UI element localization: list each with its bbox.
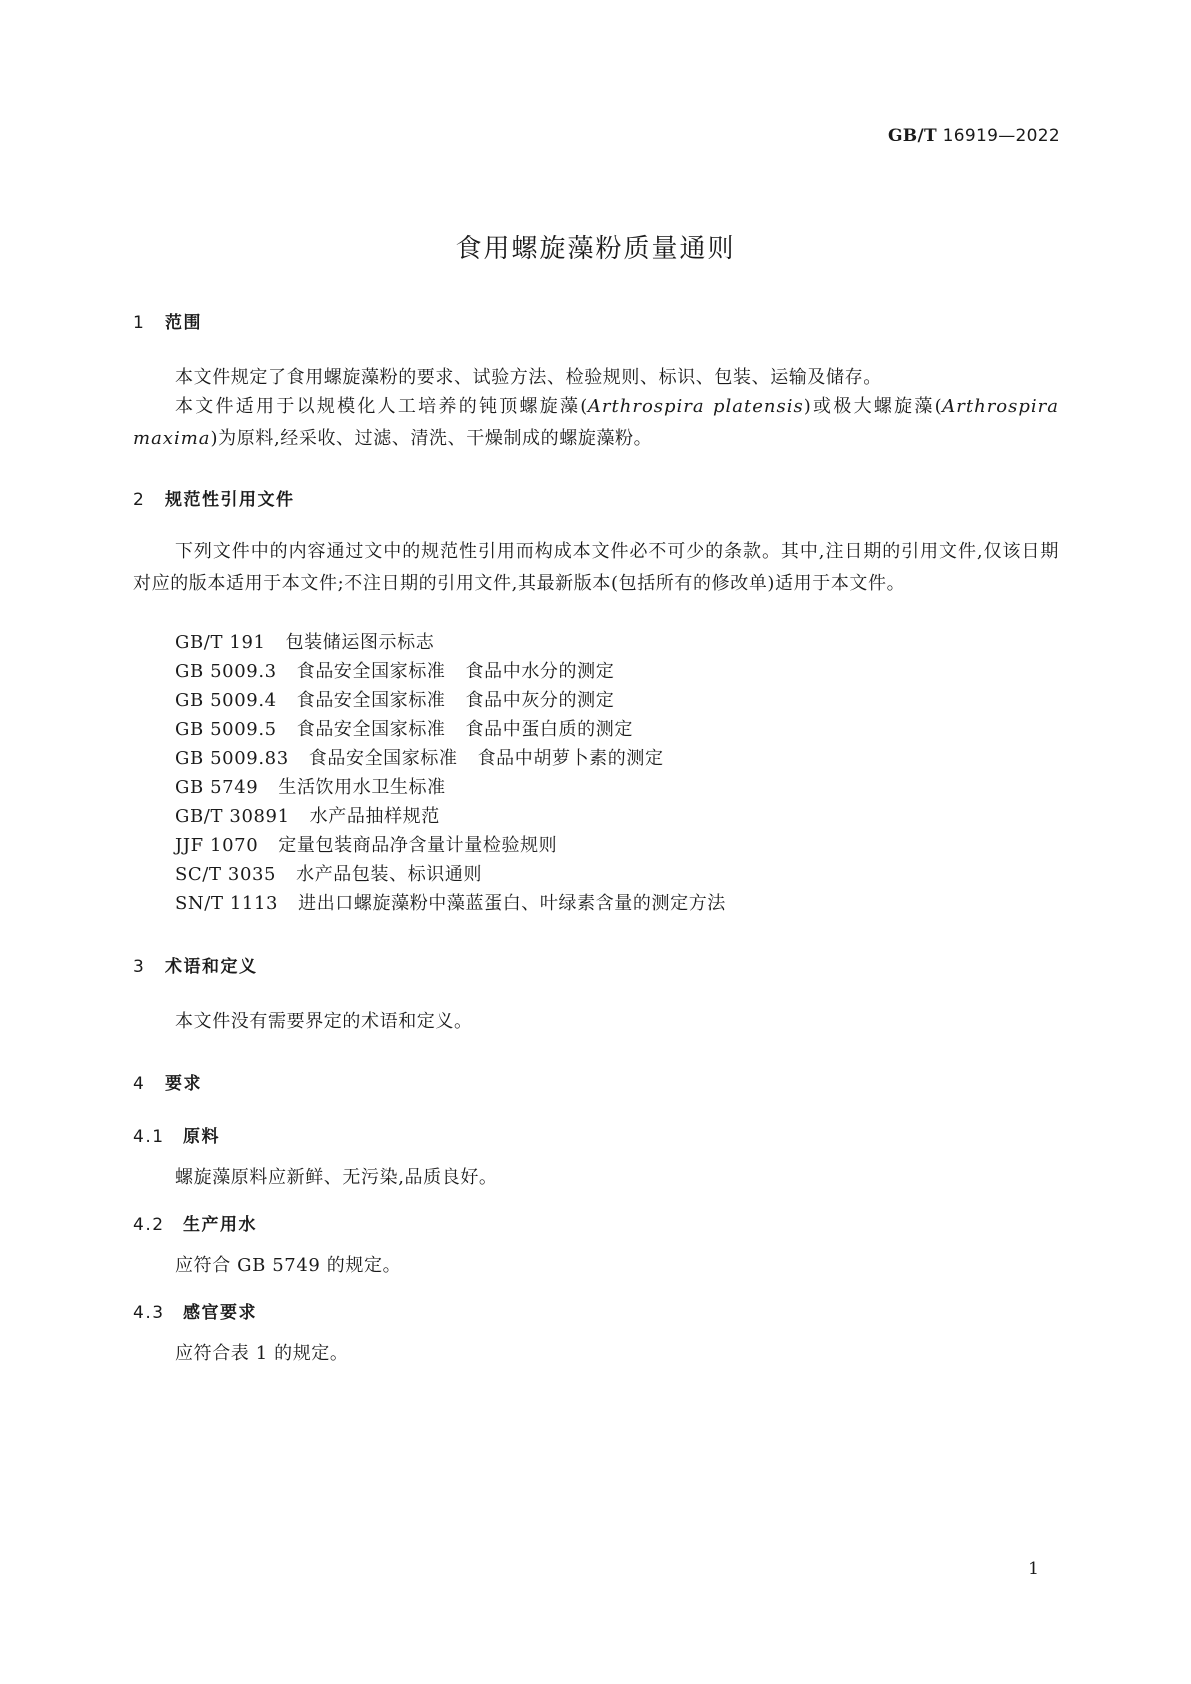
section-4-3-paragraph: 应符合表 1 的规定。 bbox=[175, 1343, 349, 1364]
section-number: 4.3 bbox=[133, 1303, 165, 1323]
document-title: 食用螺旋藻粉质量通则 bbox=[455, 234, 736, 264]
section-title: 感官要求 bbox=[183, 1303, 257, 1323]
reference-item bbox=[175, 860, 482, 886]
section-4-1-heading bbox=[133, 1122, 220, 1147]
reference-code: SC/T 3035 bbox=[175, 864, 277, 885]
reference-code: JJF 1070 bbox=[175, 835, 259, 856]
reference-code: GB 5009.83 bbox=[175, 748, 289, 769]
reference-name: 食品安全国家标准 bbox=[296, 661, 446, 682]
reference-item bbox=[175, 628, 434, 654]
standard-number bbox=[888, 126, 1060, 146]
reference-item bbox=[175, 657, 614, 683]
reference-name: 食品安全国家标准 bbox=[296, 690, 446, 711]
reference-name: 定量包装商品净含量计量检验规则 bbox=[278, 835, 558, 856]
section-title: 术语和定义 bbox=[165, 957, 258, 977]
section-title: 原料 bbox=[183, 1127, 220, 1147]
section-number: 3 bbox=[133, 957, 146, 977]
reference-name: 食品安全国家标准 bbox=[308, 748, 458, 769]
section-2-intro: 下列文件中的内容通过文中的规范性引用而构成本文件必不可少的条款。其中,注日期的引用文件,仅该日期对应的版本适用于本文件;不注日期的引用文件,其最新版本(包括所有的修改单)适用于本文件。 bbox=[133, 541, 1059, 594]
reference-code: GB/T 191 bbox=[175, 632, 266, 653]
section-number: 1 bbox=[133, 313, 146, 333]
section-number: 4 bbox=[133, 1074, 146, 1094]
section-title: 范围 bbox=[165, 313, 202, 333]
reference-name: 生活饮用水卫生标准 bbox=[278, 777, 446, 798]
text: 本文件适用于以规模化人工培养的钝顶螺旋藻( bbox=[175, 396, 588, 417]
reference-subname: 食品中胡萝卜素的测定 bbox=[477, 748, 664, 769]
reference-name: 水产品抽样规范 bbox=[309, 806, 440, 827]
section-4-2-heading bbox=[133, 1210, 257, 1235]
section-4-2-paragraph: 应符合 GB 5749 的规定。 bbox=[175, 1255, 402, 1276]
text: )或极大螺旋藻( bbox=[803, 396, 943, 417]
latin-name: Arthrospira platensis bbox=[587, 396, 804, 417]
reference-code: GB/T 30891 bbox=[175, 806, 290, 827]
reference-item bbox=[175, 686, 614, 712]
reference-item bbox=[175, 802, 440, 828]
reference-name: 食品安全国家标准 bbox=[296, 719, 446, 740]
reference-code: GB 5749 bbox=[175, 777, 259, 798]
section-4-heading bbox=[133, 1069, 202, 1094]
reference-item bbox=[175, 889, 726, 915]
reference-item bbox=[175, 744, 664, 770]
reference-code: SN/T 1113 bbox=[175, 893, 279, 914]
reference-code: GB 5009.5 bbox=[175, 719, 277, 740]
section-3-paragraph: 本文件没有需要界定的术语和定义。 bbox=[175, 1011, 473, 1032]
reference-code: GB 5009.3 bbox=[175, 661, 277, 682]
reference-name: 包装储运图示标志 bbox=[285, 632, 435, 653]
page-number: 1 bbox=[1028, 1559, 1039, 1579]
reference-subname: 食品中蛋白质的测定 bbox=[465, 719, 633, 740]
reference-item bbox=[175, 715, 633, 741]
section-number: 4.1 bbox=[133, 1127, 165, 1147]
section-1-paragraph-1: 本文件规定了食用螺旋藻粉的要求、试验方法、检验规则、标识、包装、运输及储存。 bbox=[175, 367, 882, 388]
section-4-3-heading bbox=[133, 1298, 257, 1323]
section-number: 4.2 bbox=[133, 1215, 165, 1235]
section-1-heading bbox=[133, 308, 202, 333]
text: )为原料,经采收、过滤、清洗、干燥制成的螺旋藻粉。 bbox=[210, 427, 653, 449]
standard-code: GB/T bbox=[887, 126, 937, 146]
reference-code: GB 5009.4 bbox=[175, 690, 277, 711]
reference-item bbox=[175, 831, 557, 857]
section-title: 生产用水 bbox=[183, 1215, 257, 1235]
standard-year: 16919—2022 bbox=[942, 126, 1060, 146]
reference-item bbox=[175, 773, 446, 799]
reference-subname: 食品中水分的测定 bbox=[465, 661, 615, 682]
section-4-1-paragraph: 螺旋藻原料应新鲜、无污染,品质良好。 bbox=[175, 1167, 498, 1188]
section-title: 要求 bbox=[165, 1074, 202, 1094]
section-title: 规范性引用文件 bbox=[165, 490, 295, 510]
section-number: 2 bbox=[133, 490, 146, 510]
section-3-heading bbox=[133, 952, 258, 977]
section-2-heading bbox=[133, 485, 295, 510]
reference-name: 进出口螺旋藻粉中藻蓝蛋白、叶绿素含量的测定方法 bbox=[298, 893, 726, 914]
latin-name: Arthrospira maxima bbox=[133, 396, 1059, 449]
reference-name: 水产品包装、标识通则 bbox=[296, 864, 483, 885]
reference-subname: 食品中灰分的测定 bbox=[465, 690, 615, 711]
section-1-paragraph-2 bbox=[133, 391, 1059, 454]
